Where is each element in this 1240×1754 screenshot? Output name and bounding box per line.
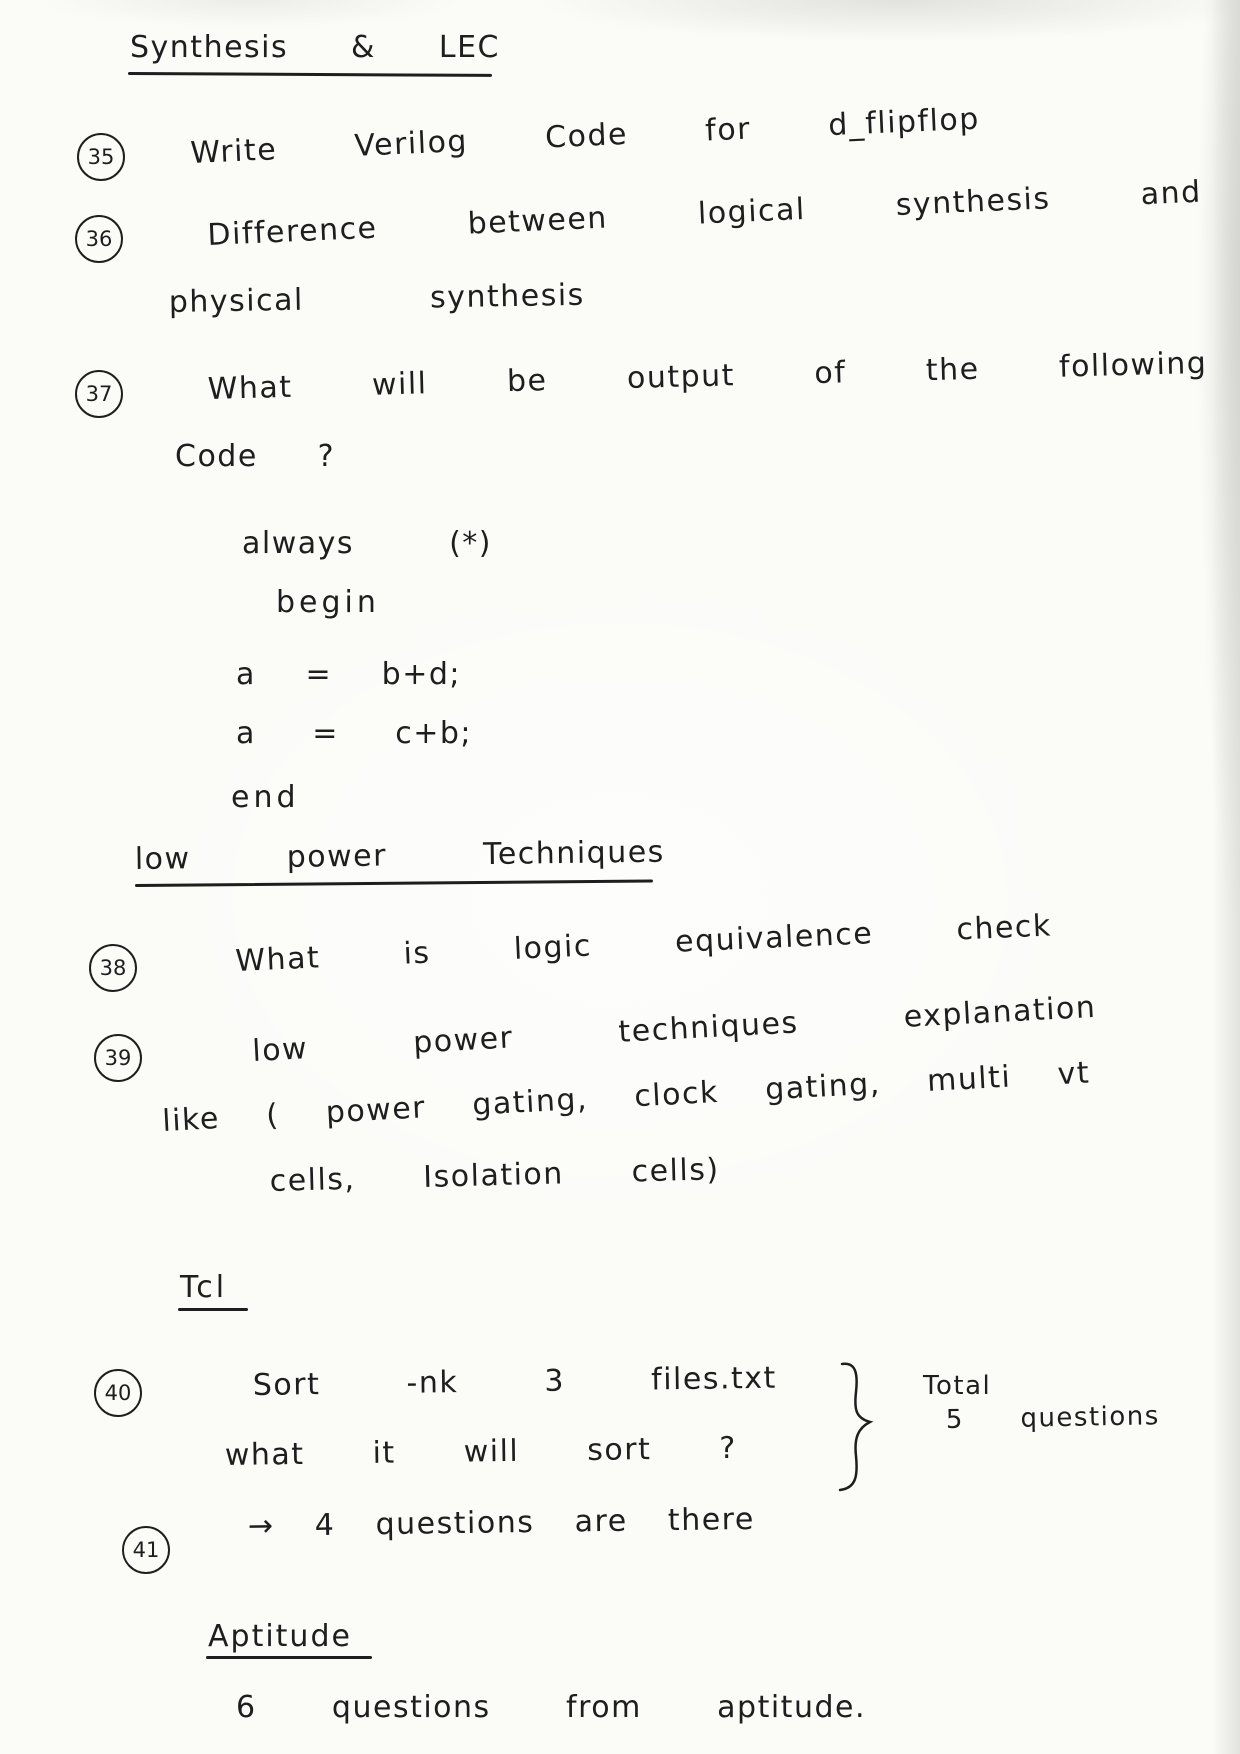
question-number-39: 39 [94,1034,142,1082]
question-number-40: 40 [94,1369,142,1417]
question-40-line-1: Sort -nk 3 files.txt [252,1360,778,1403]
question-37-line-1: What will be output of the following [207,345,1208,407]
page-title: Synthesis & LEC [130,30,500,65]
question-number-35: 35 [77,133,125,181]
question-number-36: 36 [75,215,123,263]
code-line-2: begin [276,585,380,620]
section-heading-underline [178,1308,248,1311]
title-underline [128,72,492,76]
code-line-5: end [231,780,300,815]
question-36-line-2: physical synthesis [168,277,586,320]
question-36-line-1: Difference between logical synthesis and [206,174,1203,253]
section-heading-aptitude: Aptitude [208,1619,352,1654]
question-41-line-1: → 4 questions are there [247,1501,756,1544]
question-number-41: 41 [122,1526,170,1574]
aptitude-note: 6 questions from aptitude. [236,1690,866,1725]
code-line-3: a = b+d; [236,657,461,692]
scan-edge-shadow [1212,0,1240,1754]
curly-brace-mark [836,1360,880,1494]
question-38-line-1: What is logic equivalence check [234,908,1053,979]
question-number-37: 37 [75,370,123,418]
section-heading-low-power: low power Techniques [134,834,666,877]
side-note-line-2: 5 questions [945,1401,1161,1435]
code-line-1: always (*) [242,526,492,561]
section-heading-tcl: Tcl [180,1270,228,1305]
question-40-line-2: what it will sort ? [224,1430,738,1473]
question-number-38: 38 [89,944,137,992]
question-39-line-2: like ( power gating, clock gating, multi vt [161,1055,1092,1139]
section-heading-underline [135,879,653,886]
question-37-line-2: Code ? [175,439,335,474]
question-35-line-1: Write Verilog Code for d_flipflop [189,101,981,171]
question-39-line-3: cells, Isolation cells) [269,1152,721,1199]
question-39-line-1: low power techniques explanation [251,989,1098,1069]
side-note-line-1: Total [923,1371,992,1401]
section-heading-underline [206,1656,372,1659]
code-line-4: a = c+b; [236,716,472,751]
